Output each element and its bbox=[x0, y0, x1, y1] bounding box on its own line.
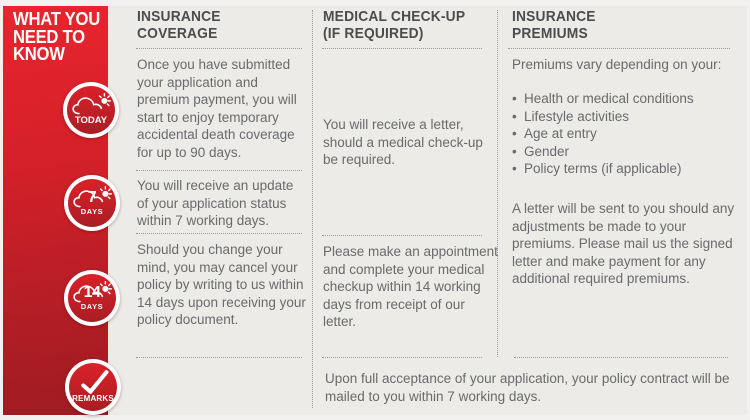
checkmark-icon bbox=[78, 369, 110, 395]
badge-7-days-label: DAYS bbox=[80, 207, 104, 216]
premiums-bullet-list bbox=[512, 90, 744, 178]
divider bbox=[136, 357, 302, 358]
badge-remarks-circle bbox=[69, 363, 117, 411]
checkup-paragraph-today: You will receive a letter, should a medical check-up be required. bbox=[323, 117, 483, 167]
remarks-text: Upon full acceptance of your application, your policy contract will be mailed to you within 7 working days. bbox=[325, 371, 730, 404]
badge-14-days-circle bbox=[68, 274, 116, 322]
divider bbox=[136, 48, 302, 49]
badge-7-days-circle bbox=[68, 179, 116, 227]
cloud-sun-icon bbox=[71, 93, 111, 115]
header-line: PREMIUMS bbox=[512, 24, 588, 42]
sidebar-title-line: NEED TO bbox=[13, 25, 85, 47]
badge-today bbox=[63, 82, 119, 138]
badge-remarks-label: REMARKS bbox=[72, 394, 114, 403]
badge-14-days bbox=[64, 270, 120, 326]
bullet-item: • Age at entry bbox=[512, 125, 744, 143]
coverage-paragraph-14-days: Should you change your mind, you may cancel your policy by writing to us within 14 days upon receiving your policy document. bbox=[137, 242, 306, 327]
divider bbox=[322, 235, 482, 236]
badge-7-days-number: 7 bbox=[87, 189, 97, 206]
header-line: (IF REQUIRED) bbox=[323, 24, 424, 42]
sidebar-title-line: KNOW bbox=[13, 43, 65, 64]
divider bbox=[136, 233, 302, 234]
bullet-item: • Gender bbox=[512, 143, 744, 161]
divider bbox=[322, 357, 482, 358]
column-header-insurance-premiums bbox=[512, 9, 596, 42]
bullet-item: • Lifestyle activities bbox=[512, 108, 744, 126]
coverage-paragraph-7-days: You will receive an update of your application status within 7 working days. bbox=[137, 178, 294, 228]
header-line: INSURANCE bbox=[512, 8, 596, 25]
badge-14-days-label: DAYS bbox=[80, 302, 104, 311]
divider bbox=[508, 48, 730, 49]
divider bbox=[514, 357, 728, 358]
header-line: COVERAGE bbox=[137, 24, 218, 42]
premiums-intro: Premiums vary depending on your: bbox=[512, 57, 722, 72]
divider bbox=[322, 48, 482, 49]
header-line: MEDICAL CHECK-UP bbox=[323, 8, 466, 25]
sidebar-title bbox=[13, 10, 100, 63]
badge-7-days bbox=[64, 175, 120, 231]
coverage-paragraph-today: Once you have submitted your application and premium payment, you will start to enjoy temporary accidental death coverage for up to 90 days. bbox=[137, 57, 297, 160]
column-divider bbox=[497, 10, 498, 357]
divider bbox=[136, 170, 302, 171]
column-header-insurance-coverage bbox=[137, 9, 221, 42]
badge-today-label: TODAY bbox=[74, 115, 108, 126]
badge-14-days-number: 14 bbox=[83, 284, 101, 301]
checkup-paragraph-14-days: Please make an appointment and complete your medical checkup within 14 working days from receipt of our letter. bbox=[323, 244, 498, 329]
header-line: INSURANCE bbox=[137, 8, 221, 25]
bullet-item: • Policy terms (if applicable) bbox=[512, 160, 744, 178]
badge-today-circle bbox=[67, 86, 115, 134]
sidebar-title-line: WHAT YOU bbox=[13, 8, 100, 29]
column-header-medical-check-up bbox=[323, 9, 465, 42]
bullet-item: • Health or medical conditions bbox=[512, 90, 744, 108]
premiums-paragraph: A letter will be sent to you should any adjustments be made to your premiums. Please mail us the signed letter and make payment for any additional required premiums. bbox=[512, 201, 735, 286]
column-divider bbox=[312, 10, 313, 408]
badge-remarks bbox=[65, 359, 121, 415]
